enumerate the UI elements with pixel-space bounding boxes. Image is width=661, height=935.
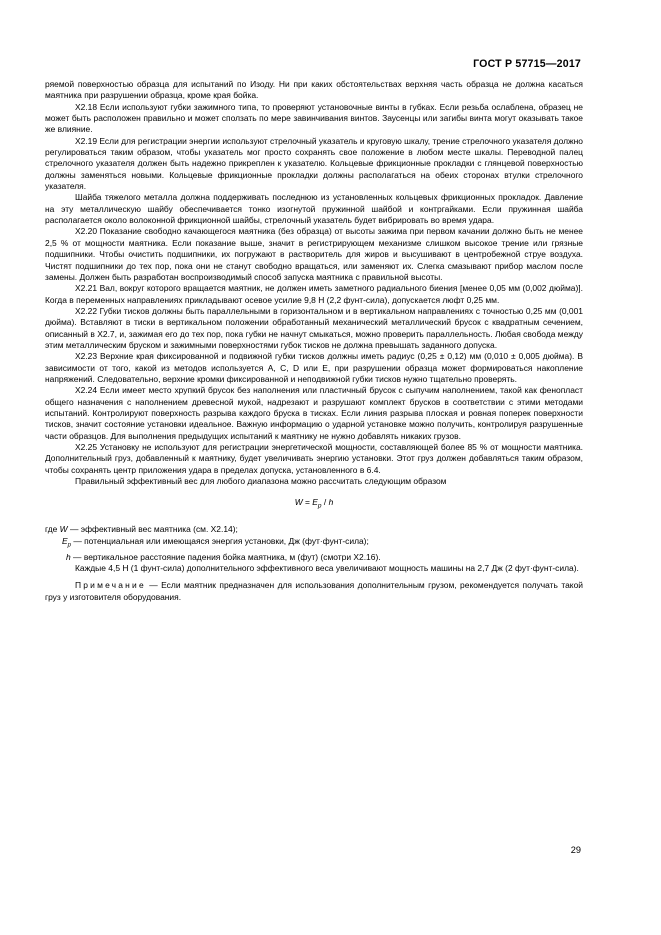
paragraph-washer: Шайба тяжелого металла должна поддерживать последнюю из установленных кольцевых фрикционных прокладок. Давление на эту металлическую шайбу обеспечивается тонко изогнутой пружинной шайбой и контргайками. Если пружинная шайба располагается около волоконной фрикционной шайбы, стрелочный указатель будет вибрировать во время удара. xyxy=(45,192,583,226)
paragraph-x2-18: Х2.18 Если используют губки зажимного типа, то проверяют установочные винты в губках. Если резьба ослаблена, образец не может быть расположен правильно и может сползать по мере завинчивания винтов. Заусенцы или загибы винта могут оказывать такое же влияние. xyxy=(45,101,583,135)
paragraph-x2-19: Х2.19 Если для регистрации энергии используют стрелочный указатель и круговую шкалу, трение стрелочного указателя должно регулироваться таким образом, чтобы указатель мог просто сохранять свое положение в любом месте шкалы. Переводной палец стрелочного указателя должен быть надежно прикреплен к указателю. Кольцевые фрикционные прокладки с глянцевой поверхностью должны заменяться новыми. Кольцевые фрикционные прокладки должны располагаться на обеих сторонах втулки стрелочного указателя. xyxy=(45,135,583,192)
paragraph-additional-weight: Каждые 4,5 Н (1 фунт-сила) дополнительного эффективного веса увеличивают мощность машины на 2,7 Дж (2 фут·фунт-сила). xyxy=(75,563,579,574)
note-label: Примечание xyxy=(75,580,146,591)
paragraph-x2-25: Х2.25 Установку не используют для регистрации энергетической мощности, составляющей более 85 % от мощности маятника. Дополнительный груз, добавленный к маятнику, будет увеличивать энергию установки. Этот груз должен добавляться таким образом, чтобы сохранять центр приложения удара в пределах допуска, установленного в 6.4. xyxy=(45,442,583,475)
paragraph-x2-22: Х2.22 Губки тисков должны быть параллельными в горизонтальном и в вертикальном направлениях с точностью 0,25 мм (0,001 дюйма). Вставляют в тиски в вертикальном положении обработанный механический металлический брусок с квадратным сечением, описанный в Х2.7, и, зажимая его до тех пор, пока губки не начнут смыкаться, можно проверить параллельность. Любая свобода между этим металлическим бруском и зажимными поверхностями губок тисков не должна превышать заданного допуска. xyxy=(45,305,583,350)
paragraph-x2-23: Х2.23 Верхние края фиксированной и подвижной губки тисков должны иметь радиус (0,25 ± 0,12) мм (0,010 ± 0,005 дюйма). В зависимости от того, какой из методов используется А, С, D или Е, при разрушении образца может формироваться накопление напряжений. Следовательно, верхние кромки фиксированной и неподвижной губки тисков нужно тщательно проверять. xyxy=(45,351,583,384)
paragraph-x2-20: Х2.20 Показание свободно качающегося маятника (без образца) от высоты зажима при первом качании должно быть не менее 2,5 % от мощности маятника. Если показание выше, значит в регистрирующем механизме слишком высокое трение или грязные подшипники. Чтобы очистить подшипники, их погружают в растворитель для жиров и высушивают в центробежной струе воздуха. Чистят подшипники до тех пор, пока они не станут свободно вращаться, или заменяют их. Слегка смазывают прибор маслом после замены. Должен быть разработан воспроизводимый способ запуска маятника с правильной высоты. xyxy=(45,226,583,282)
note-text: — Если маятник предназначен для использования дополнительным грузом, рекомендуется получать такой груз у изготовителя оборудования. xyxy=(45,580,583,602)
formula-effective-weight: $W = E_p / h$ xyxy=(294,497,334,511)
page-number: 29 xyxy=(570,845,581,855)
definition-w: где W — эффективный вес маятника (см. Х2.14); xyxy=(45,524,238,535)
paragraph-continuation: ряемой поверхностью образца для испытаний по Изоду. Ни при каких обстоятельствах верхняя часть образца не должна касаться маятника при разрушении образца, кроме края бойка. xyxy=(45,79,583,101)
standard-header: ГОСТ Р 57715—2017 xyxy=(473,58,581,70)
definition-h: h — вертикальное расстояние падения бойка маятника, м (фут) (смотри Х2.16). xyxy=(66,551,381,562)
paragraph-x2-24: Х2.24 Если имеет место хрупкий брусок без наполнения или пластичный брусок с сыпучим наполнением, такой как фенопласт общего назначения с наполнением древесной мукой, надрезают и разрушают комплект брусков в соответствии с этими методами испытаний. Контролируют поверхность разрыва каждого бруска в тисках. Если линия разрыва плоская и ровная поперек поверхности тисков, значит состояние установки идеальное. Важную информацию о ударной установке можно получить, контролируя разрушенные части образцов. Для выполнения предыдущих испытаний к маятнику не нужно добавлять никаких грузов. xyxy=(45,385,583,441)
formula-definitions xyxy=(45,524,583,563)
paragraph-effective-weight-intro: Правильный эффективный вес для любого диапазона можно рассчитать следующим образом xyxy=(75,476,447,487)
definition-ep: $E_p$ — потенциальная или имеющаяся энергия установки, Дж (фут·фунт-сила); xyxy=(62,535,369,549)
document-body xyxy=(45,79,583,603)
note xyxy=(45,580,583,603)
paragraph-x2-21: Х2.21 Вал, вокруг которого вращается маятник, не должен иметь заметного радиального биения [менее 0,05 мм (0,002 дюйма)]. Когда в переменных направлениях прикладывают осевое усилие 9,8 Н (2,2 фунт-сила), допускается люфт 0,25 мм. xyxy=(45,283,583,305)
